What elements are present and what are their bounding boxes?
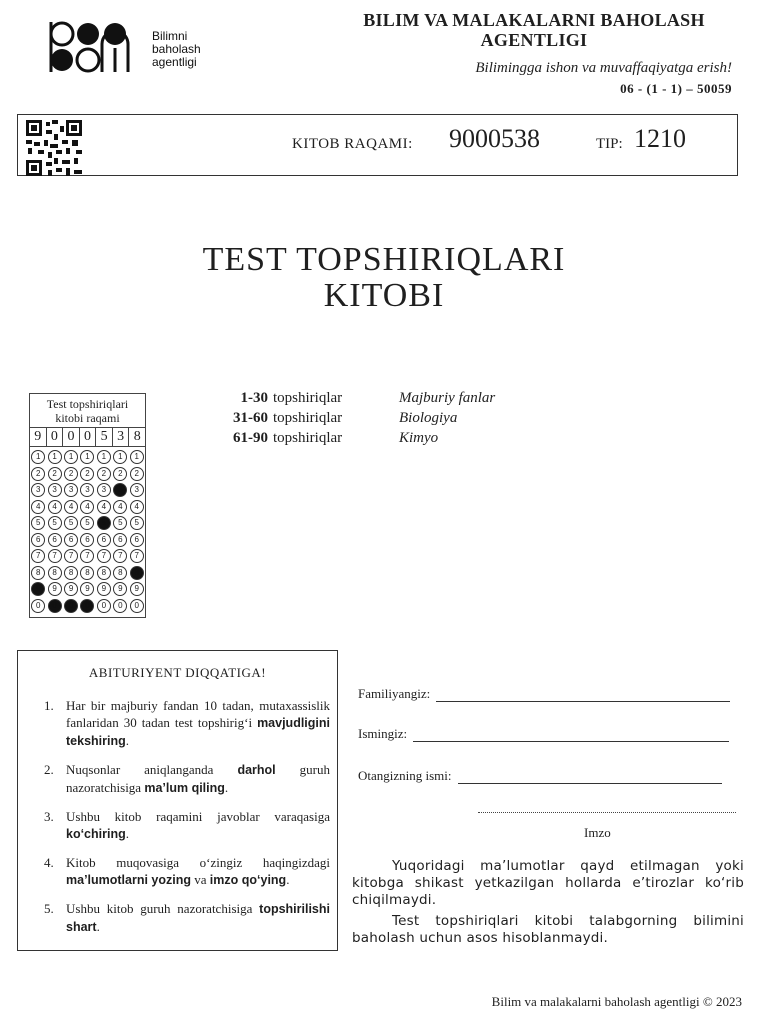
section-subject: Biologiya xyxy=(399,410,458,426)
bubble-row xyxy=(30,598,145,615)
section-word: topshiriqlar xyxy=(273,430,343,446)
section-list xyxy=(200,388,495,448)
digit-cell: 0 xyxy=(80,428,97,446)
bubble-row xyxy=(30,548,145,565)
digit-row xyxy=(30,428,145,447)
notice-item-number: 3. xyxy=(44,809,54,824)
bubble-grid xyxy=(30,447,145,617)
bubble[interactable]: 5 xyxy=(64,516,78,530)
bubble[interactable]: 3 xyxy=(97,483,111,497)
bubble[interactable]: 9 xyxy=(113,582,127,596)
bubble[interactable]: 1 xyxy=(130,450,144,464)
bubble[interactable]: 4 xyxy=(97,500,111,514)
section-range: 31-60 xyxy=(233,410,268,426)
notice-item-bold: ma’lum qiling xyxy=(144,781,225,795)
bubble-sheet-title-line1: Test topshiriqlari xyxy=(46,397,129,411)
org-title-line1: BILIM VA MALAKALARNI BAHOLASH xyxy=(363,10,705,30)
first-name-label: Ismingiz: xyxy=(358,726,408,741)
filled-bubble[interactable]: 8 xyxy=(130,566,144,580)
bubble[interactable]: 3 xyxy=(80,483,94,497)
bubble[interactable]: 6 xyxy=(64,533,78,547)
qr-code-icon xyxy=(26,120,82,176)
bubble-row xyxy=(30,532,145,549)
surname-field[interactable] xyxy=(358,686,730,702)
bubble[interactable]: 8 xyxy=(31,566,45,580)
filled-bubble[interactable]: 0 xyxy=(64,599,78,613)
bubble[interactable]: 1 xyxy=(97,450,111,464)
notice-item-end: . xyxy=(125,826,129,841)
section-range: 61-90 xyxy=(233,430,268,446)
bubble[interactable]: 4 xyxy=(31,500,45,514)
section-row xyxy=(200,428,495,448)
bubble[interactable]: 7 xyxy=(80,549,94,563)
first-name-line[interactable] xyxy=(413,740,729,742)
bubble[interactable]: 1 xyxy=(80,450,94,464)
bubble[interactable]: 4 xyxy=(113,500,127,514)
bubble[interactable]: 2 xyxy=(130,467,144,481)
bubble[interactable]: 7 xyxy=(48,549,62,563)
notice-item-bold: ma’lumotlarni yozing xyxy=(66,873,192,887)
notice-item-text: va xyxy=(191,872,210,887)
patronymic-field[interactable] xyxy=(358,768,722,784)
notice-item-end: . xyxy=(96,919,100,934)
section-word: topshiriqlar xyxy=(273,390,343,406)
bubble[interactable]: 4 xyxy=(48,500,62,514)
patronymic-label: Otangizning ismi: xyxy=(358,768,452,783)
bubble[interactable]: 7 xyxy=(64,549,78,563)
bubble[interactable]: 9 xyxy=(80,582,94,596)
notice-item-bold: topshirilishi shart xyxy=(66,902,330,934)
bubble[interactable]: 1 xyxy=(64,450,78,464)
notice-item-text: Kitob muqovasiga o‘zingiz haqingizdagi xyxy=(66,855,330,870)
filled-bubble[interactable]: 0 xyxy=(80,599,94,613)
bubble[interactable]: 2 xyxy=(31,467,45,481)
bubble[interactable]: 6 xyxy=(31,533,45,547)
bubble[interactable]: 1 xyxy=(31,450,45,464)
notice-item-end: . xyxy=(286,872,290,887)
bubble[interactable]: 1 xyxy=(113,450,127,464)
filled-bubble[interactable]: 3 xyxy=(113,483,127,497)
bubble[interactable]: 5 xyxy=(80,516,94,530)
section-row xyxy=(200,408,495,428)
notice-item-text: Har bir majburiy fandan 10 tadan, mutaxassislik fanlaridan 30 tadan test topshirig‘i xyxy=(66,698,330,730)
bubble[interactable]: 2 xyxy=(64,467,78,481)
bubble-row xyxy=(30,581,145,598)
organization-title xyxy=(300,10,768,50)
logo-text-line: Bilimni xyxy=(152,29,188,43)
book-number-bubble-sheet xyxy=(29,393,146,618)
bubble-sheet-title xyxy=(30,394,145,428)
type-label: TIP: xyxy=(596,136,623,152)
bubble[interactable]: 0 xyxy=(31,599,45,613)
bubble[interactable]: 6 xyxy=(97,533,111,547)
digit-cell: 0 xyxy=(63,428,80,446)
bubble[interactable]: 8 xyxy=(80,566,94,580)
bubble[interactable]: 6 xyxy=(130,533,144,547)
bubble[interactable]: 0 xyxy=(113,599,127,613)
bubble[interactable]: 2 xyxy=(80,467,94,481)
digit-cell: 3 xyxy=(113,428,130,446)
bubble[interactable]: 2 xyxy=(97,467,111,481)
title-line1: TEST TOPSHIRIQLARI xyxy=(202,241,566,278)
surname-label: Familiyangiz: xyxy=(358,686,431,701)
bubble[interactable]: 9 xyxy=(48,582,62,596)
book-number-value: 9000538 xyxy=(449,124,540,153)
logo-text-line: agentligi xyxy=(152,55,197,69)
digit-cell: 9 xyxy=(30,428,47,446)
bubble[interactable]: 7 xyxy=(113,549,127,563)
notice-item-text: guruh nazoratchisiga xyxy=(66,762,330,795)
notice-item-bold: darhol xyxy=(237,763,276,777)
digit-cell: 0 xyxy=(47,428,64,446)
bubble[interactable]: 2 xyxy=(113,467,127,481)
notice-item-number: 5. xyxy=(44,901,54,916)
notice-item-bold: imzo qo‘ying xyxy=(209,873,287,887)
notice-item-text: Nuqsonlar aniqlanganda xyxy=(66,762,238,777)
footer-copyright: Bilim va malakalarni baholash agentligi © 2023 xyxy=(491,994,742,1009)
notice-item xyxy=(44,900,330,936)
notice-item xyxy=(44,854,330,889)
bubble[interactable]: 3 xyxy=(48,483,62,497)
logo-text-line: baholash xyxy=(152,42,201,56)
disclaimer-text-1: Yuqoridagi ma’lumotlar qayd etilmagan yoki kitobga shikast yetkazilgan hollarda e’tirozlar ko‘rib chiqilmaydi. xyxy=(352,858,744,908)
notice-title: ABITURIYENT DIQQATIGA! xyxy=(88,665,267,680)
digit-cell: 8 xyxy=(133,429,141,444)
disclaimer-text-2: Test topshiriqlari kitobi talabgorning bilimini baholash uchun asos hisoblanmaydi. xyxy=(352,913,744,946)
agency-logo xyxy=(48,20,248,76)
bubble[interactable]: 6 xyxy=(113,533,127,547)
notice-item-text: Ushbu kitob raqamini javoblar varaqasiga xyxy=(66,809,330,824)
filled-bubble[interactable]: 0 xyxy=(48,599,62,613)
notice-item xyxy=(44,808,330,843)
bubble[interactable]: 1 xyxy=(48,450,62,464)
digit-cell: 5 xyxy=(96,428,113,446)
notice-item-number: 4. xyxy=(44,855,54,870)
notice-item-bold: ko‘chiring xyxy=(66,827,126,841)
signature-line[interactable] xyxy=(478,806,736,813)
org-title-line2: AGENTLIGI xyxy=(480,30,588,50)
logo-text xyxy=(152,30,201,69)
bubble[interactable]: 5 xyxy=(48,516,62,530)
page-title xyxy=(0,242,768,314)
notice-item xyxy=(44,697,330,750)
bubble[interactable]: 5 xyxy=(31,516,45,530)
bubble[interactable]: 3 xyxy=(130,483,144,497)
section-row xyxy=(200,388,495,408)
notice-item xyxy=(44,761,330,797)
notice-item-bold: mavjudligini tekshiring xyxy=(66,716,330,748)
bubble[interactable]: 0 xyxy=(130,599,144,613)
bubble-row xyxy=(30,565,145,582)
notice-item-number: 2. xyxy=(44,762,54,777)
slogan: Bilimingga ishon va muvaffaqiyatga erish! xyxy=(475,60,732,76)
bubble-row xyxy=(30,515,145,532)
bubble[interactable]: 8 xyxy=(48,566,62,580)
bubble-row xyxy=(30,449,145,466)
bubble-row xyxy=(30,499,145,516)
patronymic-line[interactable] xyxy=(458,782,722,784)
bubble-row xyxy=(30,482,145,499)
bubble[interactable]: 6 xyxy=(48,533,62,547)
bubble[interactable]: 8 xyxy=(97,566,111,580)
bubble[interactable]: 4 xyxy=(80,500,94,514)
notice-item-end: . xyxy=(125,733,129,748)
bubble[interactable]: 7 xyxy=(97,549,111,563)
notice-list xyxy=(44,697,330,947)
section-word: topshiriqlar xyxy=(273,410,343,426)
bubble[interactable]: 7 xyxy=(130,549,144,563)
filled-bubble[interactable]: 9 xyxy=(31,582,45,596)
bubble[interactable]: 3 xyxy=(64,483,78,497)
section-range: 1-30 xyxy=(240,390,268,406)
signature-label: Imzo xyxy=(584,825,611,840)
bubble[interactable]: 6 xyxy=(80,533,94,547)
candidate-notice-box xyxy=(17,650,338,951)
bubble[interactable]: 0 xyxy=(97,599,111,613)
bubble[interactable]: 4 xyxy=(130,500,144,514)
bubble[interactable]: 5 xyxy=(113,516,127,530)
type-value: 1210 xyxy=(634,124,686,153)
document-code: 06 - (1 - 1) – 50059 xyxy=(620,81,732,96)
surname-line[interactable] xyxy=(436,700,730,702)
bubble[interactable]: 7 xyxy=(31,549,45,563)
first-name-field[interactable] xyxy=(358,726,729,742)
disclaimer-paragraph-1 xyxy=(352,858,744,909)
notice-item-text: Ushbu kitob guruh nazoratchisiga xyxy=(66,901,260,916)
bubble[interactable]: 9 xyxy=(97,582,111,596)
bubble[interactable]: 8 xyxy=(113,566,127,580)
bubble[interactable]: 9 xyxy=(64,582,78,596)
filled-bubble[interactable]: 5 xyxy=(97,516,111,530)
bubble-row xyxy=(30,466,145,483)
bubble-sheet-title-line2: kitobi raqami xyxy=(55,411,120,425)
book-number-label: KITOB RAQAMI: xyxy=(292,136,413,152)
section-subject: Majburiy fanlar xyxy=(399,390,496,406)
notice-item-end: . xyxy=(224,780,229,795)
bubble[interactable]: 2 xyxy=(48,467,62,481)
section-subject: Kimyo xyxy=(399,430,439,446)
bubble[interactable]: 5 xyxy=(130,516,144,530)
bubble[interactable]: 3 xyxy=(31,483,45,497)
bubble[interactable]: 8 xyxy=(64,566,78,580)
bubble[interactable]: 4 xyxy=(64,500,78,514)
bubble[interactable]: 9 xyxy=(130,582,144,596)
notice-item-number: 1. xyxy=(44,698,54,713)
disclaimer-paragraph-2 xyxy=(352,913,744,947)
title-line2: KITOBI xyxy=(323,277,445,314)
